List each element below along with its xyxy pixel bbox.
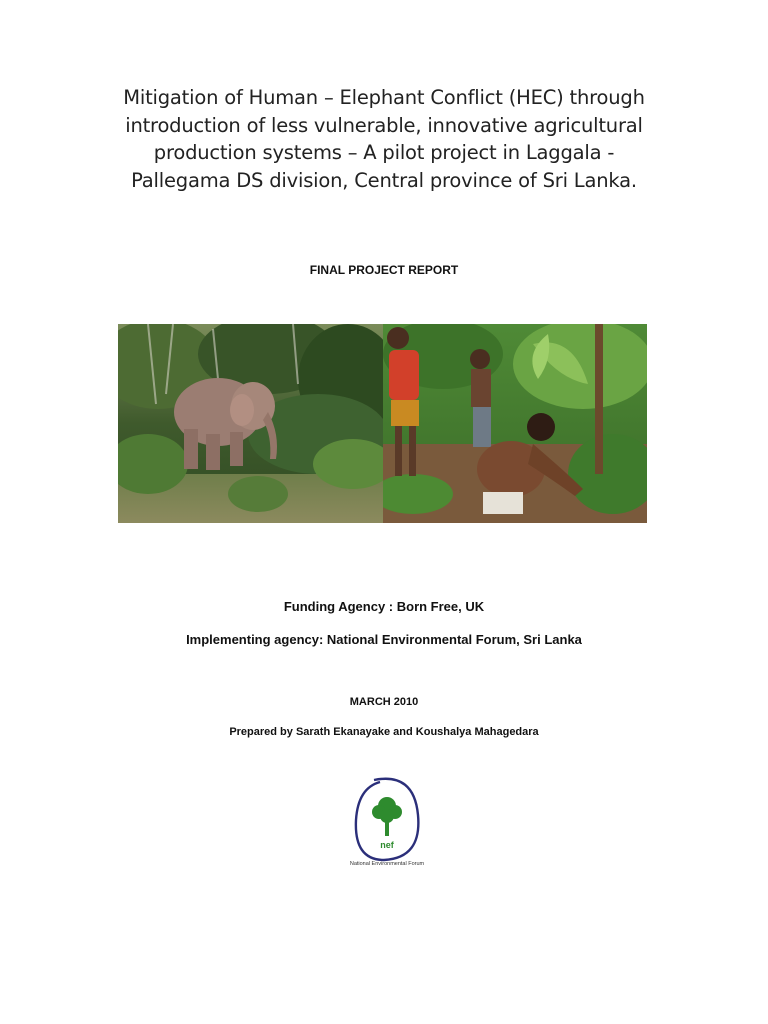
report-date: MARCH 2010 bbox=[349, 696, 419, 708]
logo-caption: National Environmental Forum bbox=[349, 861, 425, 867]
children-planting-photo-image bbox=[383, 324, 647, 523]
cover-photos bbox=[118, 324, 647, 523]
title-line: production systems – A pilot project in Laggala - bbox=[153, 141, 615, 164]
nef-logo-graphic bbox=[344, 770, 430, 870]
funding-agency: Funding Agency : Born Free, UK bbox=[283, 599, 485, 614]
report-title bbox=[110, 84, 658, 194]
logo-text: nef bbox=[380, 840, 394, 850]
elephant-photo bbox=[118, 324, 383, 523]
nef-logo bbox=[344, 770, 430, 870]
child-2-shape bbox=[470, 349, 491, 447]
children-planting-photo bbox=[383, 324, 647, 523]
report-type-label: FINAL PROJECT REPORT bbox=[309, 263, 459, 277]
implementing-agency: Implementing agency: National Environmental Forum, Sri Lanka bbox=[186, 632, 582, 647]
title-line: Pallegama DS division, Central province of Sri Lanka. bbox=[131, 168, 637, 192]
title-line: Mitigation of Human – Elephant Conflict (HEC) through bbox=[123, 86, 645, 109]
title-line: introduction of less vulnerable, innovative agricultural bbox=[125, 113, 643, 137]
tree-icon bbox=[372, 797, 402, 836]
elephant-photo-image bbox=[118, 324, 383, 523]
prepared-by: Prepared by Sarath Ekanayake and Koushalya Mahagedara bbox=[229, 726, 539, 738]
